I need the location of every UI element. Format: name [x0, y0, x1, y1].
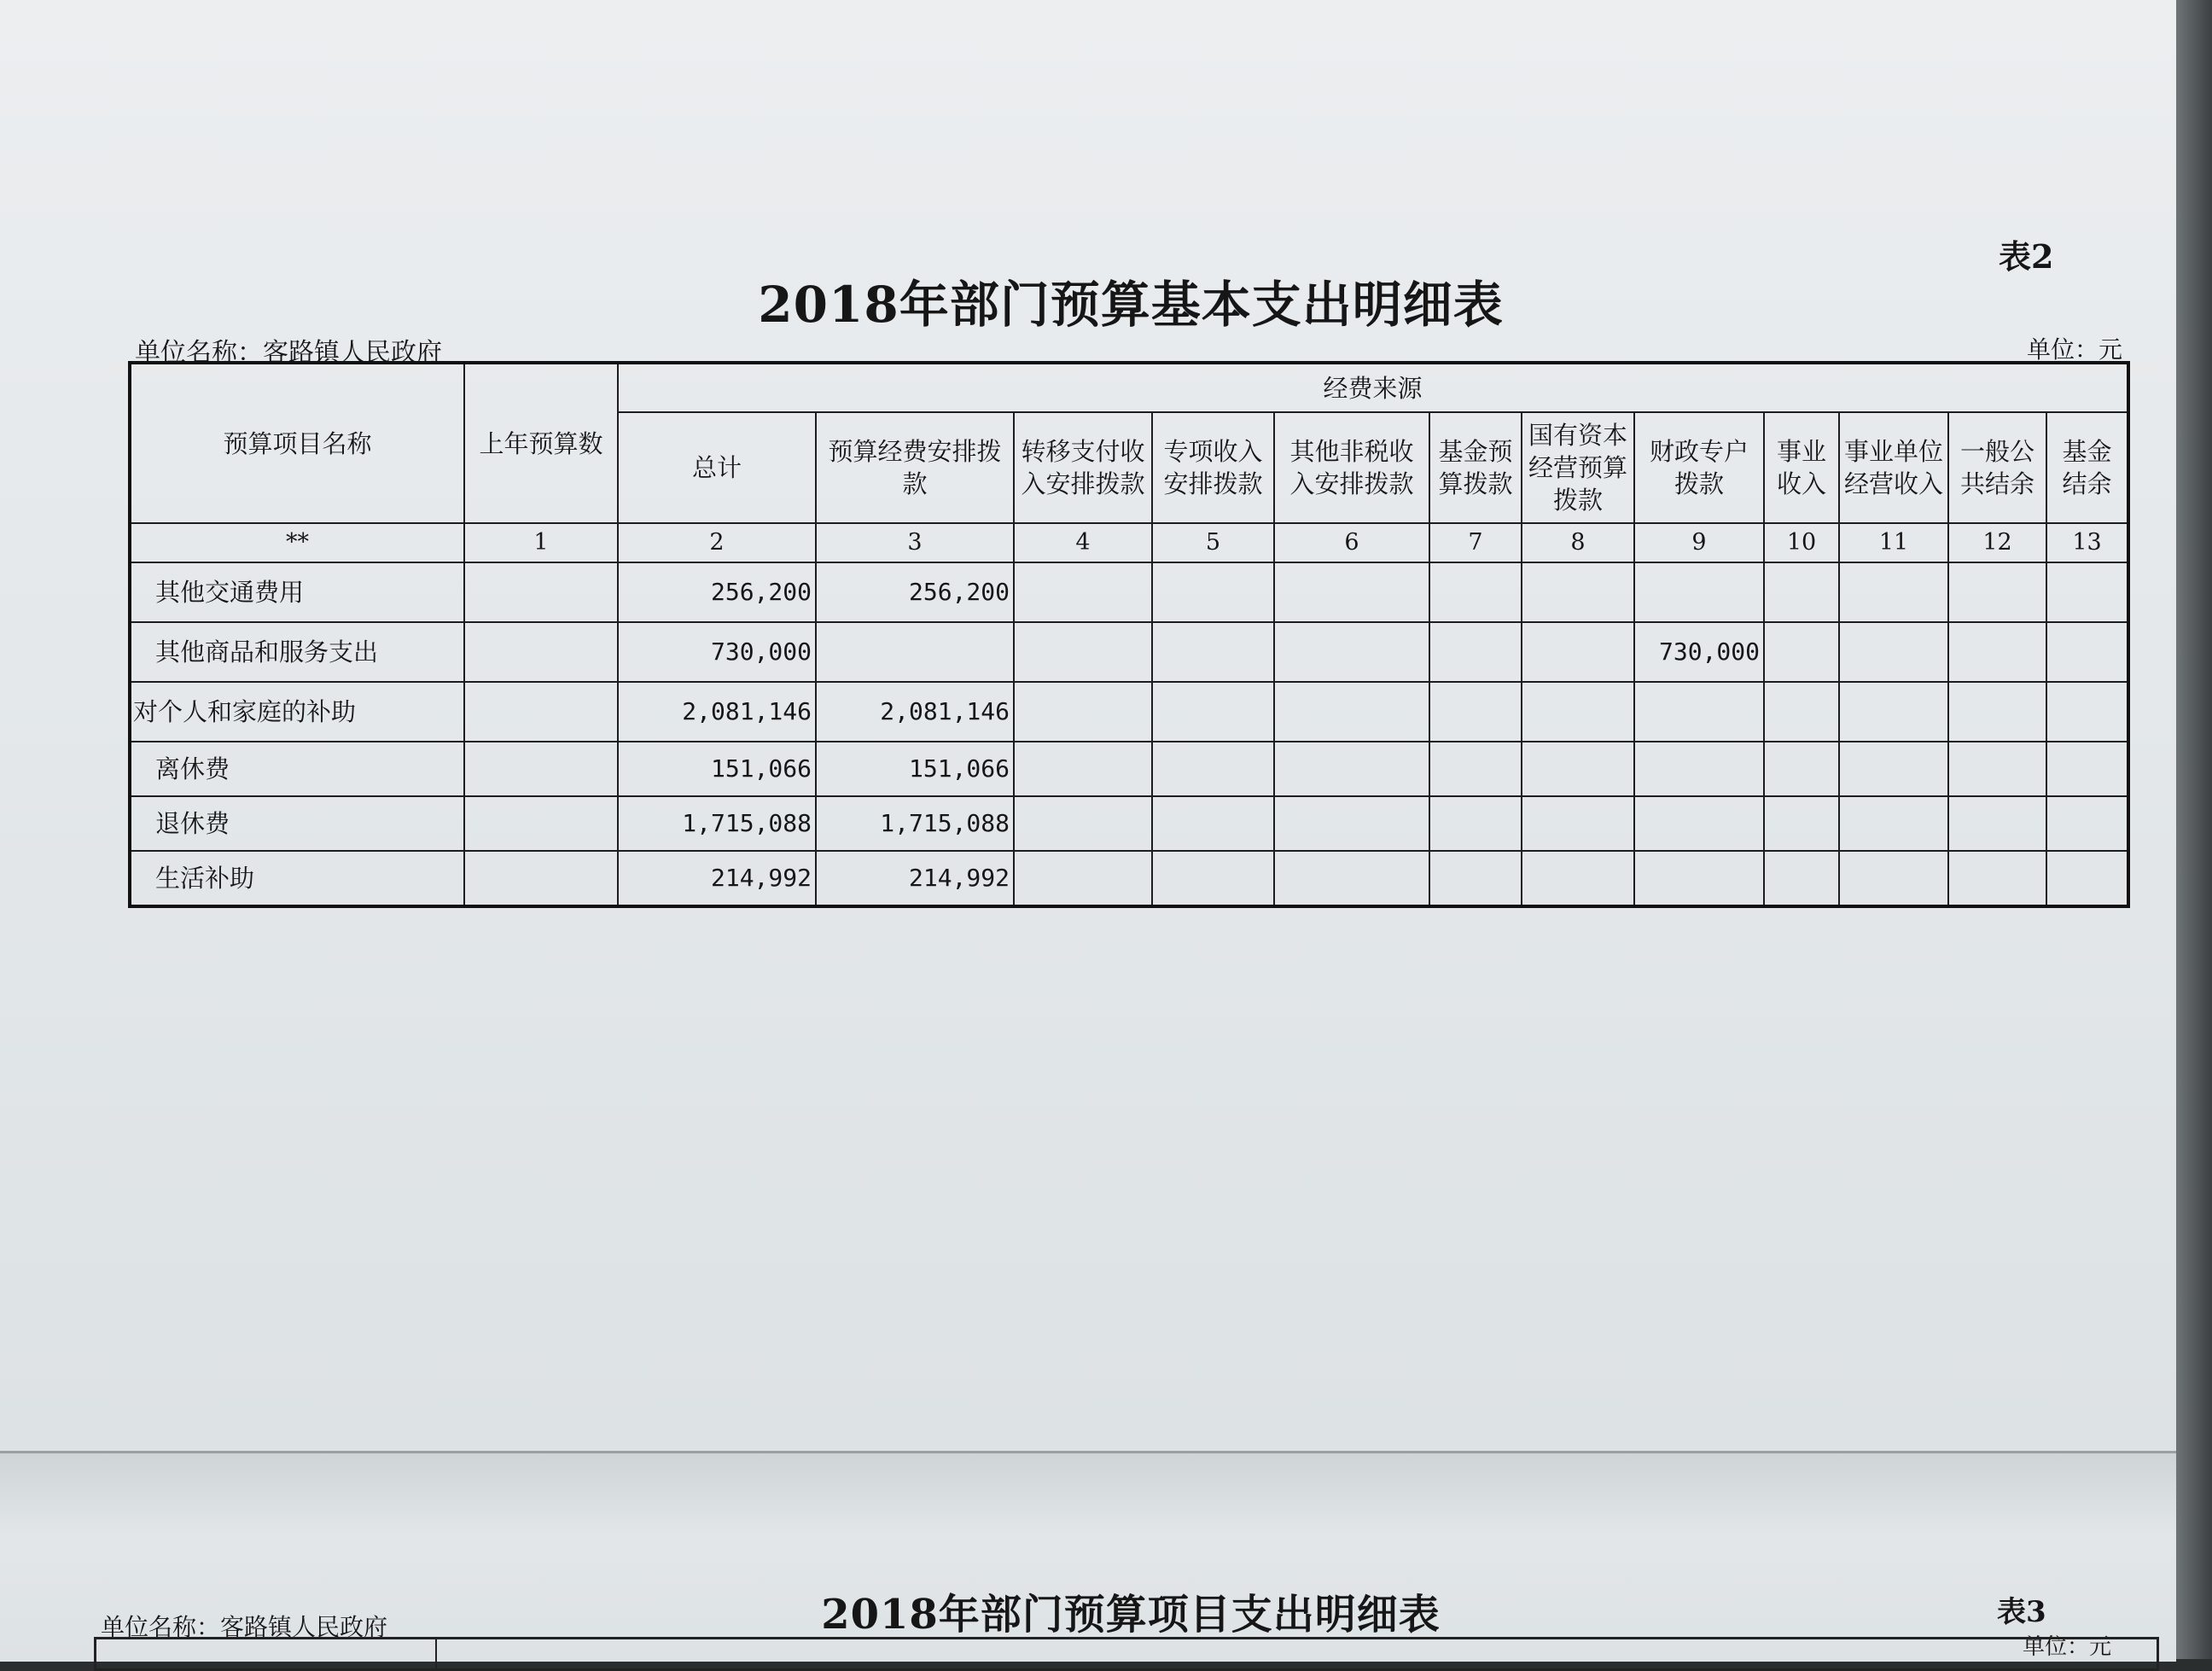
header-fund-budget: 基金预算拨款 — [1429, 412, 1522, 523]
row-item-name: 退休费 — [130, 796, 464, 851]
row-total: 256,200 — [618, 562, 816, 622]
empty-cell — [1522, 622, 1634, 682]
header-fund-surplus: 基金结余 — [2046, 412, 2128, 523]
empty-cell — [1764, 622, 1839, 682]
column-index: 8 — [1522, 523, 1634, 562]
empty-cell — [1948, 622, 2046, 682]
row-fiscal-special — [1634, 682, 1764, 742]
next-sheet-title: 2018年部门预算项目支出明细表 — [821, 1591, 1441, 1639]
empty-cell — [1839, 562, 1948, 622]
empty-cell — [1764, 562, 1839, 622]
empty-cell — [1948, 682, 2046, 742]
column-index-row — [130, 523, 2128, 562]
header-career-income: 事业收入 — [1764, 412, 1839, 523]
document-title: 2018年部门预算基本支出明细表 — [758, 276, 1504, 334]
row-item-name: 其他商品和服务支出 — [130, 622, 464, 682]
empty-cell — [1152, 742, 1274, 796]
table-row — [130, 796, 2128, 851]
row-budget-alloc: 2,081,146 — [816, 682, 1014, 742]
empty-cell — [1429, 851, 1522, 906]
empty-cell — [96, 1639, 437, 1670]
table-row — [130, 742, 2128, 796]
row-total: 1,715,088 — [618, 796, 816, 851]
column-index: 2 — [618, 523, 816, 562]
unit-name: 单位名称：客路镇人民政府 — [135, 338, 442, 368]
empty-cell — [1429, 562, 1522, 622]
next-unit-name: 单位名称：客路镇人民政府 — [101, 1613, 388, 1641]
row-prev-year — [464, 742, 618, 796]
next-table-number: 表3 — [1997, 1595, 2046, 1629]
empty-cell — [1948, 796, 2046, 851]
row-prev-year — [464, 796, 618, 851]
empty-cell — [1274, 562, 1429, 622]
header-state-capital: 国有资本经营预算拨款 — [1522, 412, 1634, 523]
header-other-nontax: 其他非税收入安排拨款 — [1274, 412, 1429, 523]
table-row — [130, 851, 2128, 906]
next-sheet-page — [0, 1451, 2176, 1662]
empty-cell — [1152, 851, 1274, 906]
empty-cell — [1839, 851, 1948, 906]
next-currency-unit: 单位：元 — [2023, 1634, 2112, 1660]
header-total: 总计 — [618, 412, 816, 523]
row-budget-alloc: 1,715,088 — [816, 796, 1014, 851]
column-index: 5 — [1152, 523, 1274, 562]
header-budget-alloc: 预算经费安排拨款 — [816, 412, 1014, 523]
empty-cell — [1764, 796, 1839, 851]
empty-cell — [1839, 796, 1948, 851]
empty-cell — [2046, 622, 2128, 682]
row-item-name: 生活补助 — [130, 851, 464, 906]
empty-cell — [1948, 851, 2046, 906]
empty-cell — [1839, 682, 1948, 742]
empty-cell — [1152, 796, 1274, 851]
row-prev-year — [464, 851, 618, 906]
row-fiscal-special — [1634, 851, 1764, 906]
empty-cell — [1429, 796, 1522, 851]
empty-cell — [1014, 742, 1152, 796]
header-row-1 — [130, 363, 2128, 412]
empty-cell — [1839, 622, 1948, 682]
empty-cell — [1014, 796, 1152, 851]
column-index: 12 — [1948, 523, 2046, 562]
empty-cell — [2046, 851, 2128, 906]
row-total: 730,000 — [618, 622, 816, 682]
row-budget-alloc — [816, 622, 1014, 682]
empty-cell — [1274, 851, 1429, 906]
empty-cell — [2046, 682, 2128, 742]
empty-cell — [2046, 796, 2128, 851]
empty-cell — [2046, 562, 2128, 622]
next-sheet-table-top — [94, 1637, 2159, 1671]
row-prev-year — [464, 562, 618, 622]
table-row — [130, 622, 2128, 682]
header-special: 专项收入安排拨款 — [1152, 412, 1274, 523]
empty-cell — [1429, 622, 1522, 682]
row-prev-year — [464, 682, 618, 742]
header-biz-income: 事业单位经营收入 — [1839, 412, 1948, 523]
header-transfer: 转移支付收入安排拨款 — [1014, 412, 1152, 523]
empty-cell — [1274, 796, 1429, 851]
row-budget-alloc: 151,066 — [816, 742, 1014, 796]
header-fiscal-special: 财政专户拨款 — [1634, 412, 1764, 523]
empty-cell — [1948, 562, 2046, 622]
column-index: 7 — [1429, 523, 1522, 562]
empty-cell — [1014, 682, 1152, 742]
empty-cell — [1522, 682, 1634, 742]
empty-cell — [1522, 562, 1634, 622]
column-index: 9 — [1634, 523, 1764, 562]
empty-cell — [1764, 851, 1839, 906]
column-index: 1 — [464, 523, 618, 562]
header-general-surplus: 一般公共结余 — [1948, 412, 2046, 523]
page-edge-shadow — [2176, 0, 2212, 1659]
row-budget-alloc: 256,200 — [816, 562, 1014, 622]
column-index: 11 — [1839, 523, 1948, 562]
table-row — [130, 562, 2128, 622]
empty-cell — [1839, 742, 1948, 796]
row-item-name: 其他交通费用 — [130, 562, 464, 622]
table-row — [130, 682, 2128, 742]
row-item-name: 对个人和家庭的补助 — [130, 682, 464, 742]
column-index: 3 — [816, 523, 1014, 562]
empty-cell — [1014, 622, 1152, 682]
empty-cell — [1152, 562, 1274, 622]
empty-cell — [1429, 742, 1522, 796]
basic-expenditure-table — [128, 361, 2130, 908]
empty-cell — [2046, 742, 2128, 796]
empty-cell — [1522, 796, 1634, 851]
empty-cell — [1522, 851, 1634, 906]
empty-cell — [1764, 742, 1839, 796]
empty-cell — [1764, 682, 1839, 742]
empty-cell — [1014, 562, 1152, 622]
empty-cell — [436, 1639, 2158, 1670]
empty-cell — [1014, 851, 1152, 906]
table-number: 表2 — [1999, 237, 2054, 276]
empty-cell — [1274, 682, 1429, 742]
row-total: 2,081,146 — [618, 682, 816, 742]
row-total: 214,992 — [618, 851, 816, 906]
row-total: 151,066 — [618, 742, 816, 796]
currency-unit: 单位：元 — [2027, 335, 2123, 364]
column-index: ** — [130, 523, 464, 562]
empty-cell — [1152, 682, 1274, 742]
row-fiscal-special: 730,000 — [1634, 622, 1764, 682]
empty-cell — [1522, 742, 1634, 796]
row-budget-alloc: 214,992 — [816, 851, 1014, 906]
row-prev-year — [464, 622, 618, 682]
empty-cell — [1274, 742, 1429, 796]
column-index: 6 — [1274, 523, 1429, 562]
header-prev-year: 上年预算数 — [464, 363, 618, 523]
empty-cell — [1948, 742, 2046, 796]
empty-cell — [1152, 622, 1274, 682]
column-index: 4 — [1014, 523, 1152, 562]
empty-cell — [1429, 682, 1522, 742]
column-index: 13 — [2046, 523, 2128, 562]
row-fiscal-special — [1634, 796, 1764, 851]
header-fund-source: 经费来源 — [618, 363, 2128, 412]
row-item-name: 离休费 — [130, 742, 464, 796]
column-index: 10 — [1764, 523, 1839, 562]
row-fiscal-special — [1634, 742, 1764, 796]
row-fiscal-special — [1634, 562, 1764, 622]
header-item-name: 预算项目名称 — [130, 363, 464, 523]
empty-cell — [1274, 622, 1429, 682]
